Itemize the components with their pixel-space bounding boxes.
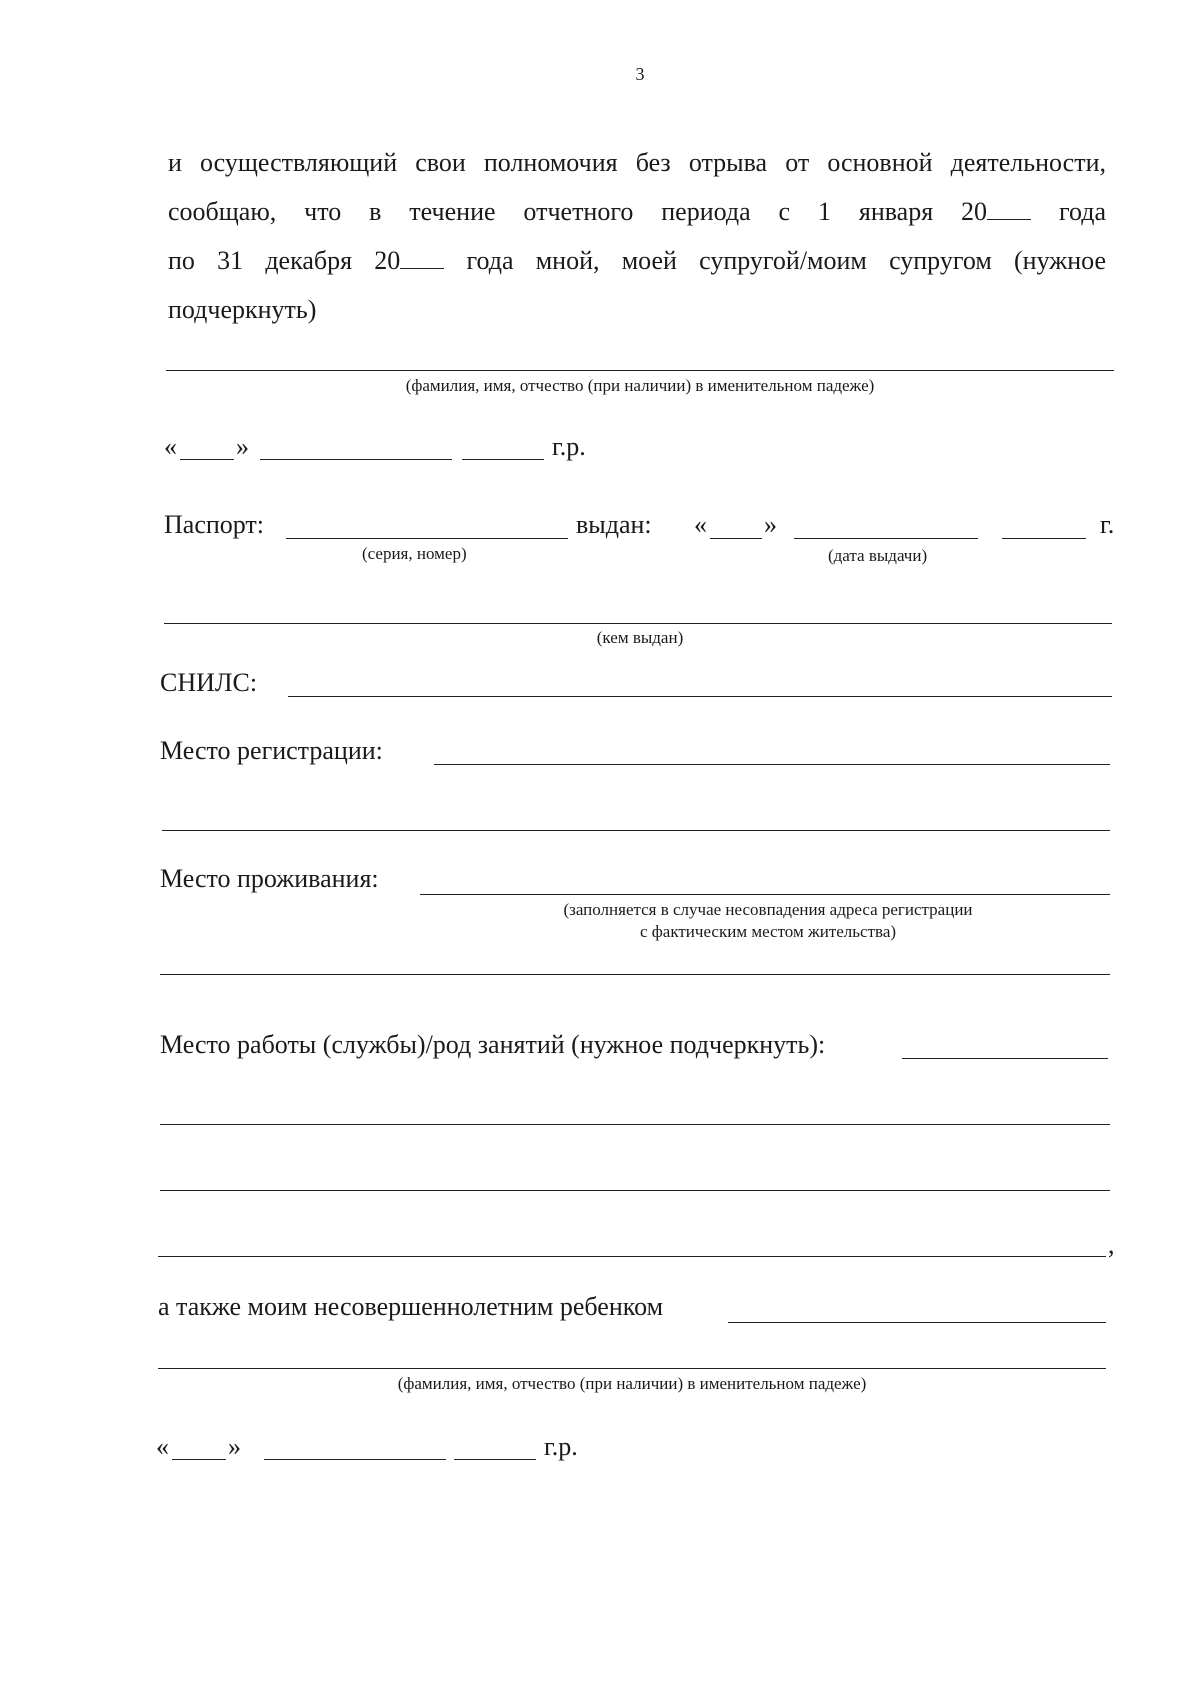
passport-year-field[interactable] <box>1002 538 1086 539</box>
child-label: а также моим несовершеннолетним ребенком <box>158 1292 664 1321</box>
intro-line-2-text: сообщаю, что в течение отчетного периода с 1 января 20 <box>168 197 988 226</box>
intro-line-4: подчеркнуть) <box>168 295 317 324</box>
birth-month-field[interactable] <box>260 459 452 460</box>
passport-year-suffix: г. <box>1100 510 1115 539</box>
workplace-field-line-3[interactable] <box>160 1190 1110 1191</box>
child-field[interactable] <box>728 1322 1106 1323</box>
registration-field[interactable] <box>434 764 1110 765</box>
start-year-blank[interactable] <box>987 201 1031 220</box>
intro-line-3-text: по 31 декабря 20 <box>168 246 401 275</box>
residence-field[interactable] <box>420 894 1110 895</box>
workplace-label: Место работы (службы)/род занятий (нужное подчеркнуть): <box>160 1030 826 1059</box>
child-fio-caption: (фамилия, имя, отчество (при наличии) в именительном падеже) <box>397 1374 867 1393</box>
child-birth-month-field[interactable] <box>264 1459 446 1460</box>
residence-label: Место проживания: <box>160 864 379 893</box>
intro-line-1: и осуществляющий свои полномочия без отрыва от основной деятельности, <box>168 148 1106 177</box>
child-birth-day-field[interactable] <box>172 1459 226 1460</box>
page-number: 3 <box>635 64 645 84</box>
passport-series-field[interactable] <box>286 538 568 539</box>
workplace-field[interactable] <box>902 1058 1108 1059</box>
birth-year-field[interactable] <box>462 459 544 460</box>
registration-field-line-2[interactable] <box>162 830 1110 831</box>
passport-close-quote: » <box>764 510 777 539</box>
trailing-comma: , <box>1108 1230 1115 1259</box>
passport-issued-label: выдан: <box>576 510 652 539</box>
intro-line-3 <box>168 236 1106 285</box>
child-birth-year-field[interactable] <box>454 1459 536 1460</box>
intro-paragraph <box>168 138 1106 334</box>
birth-suffix: г.р. <box>552 432 586 461</box>
workplace-field-line-2[interactable] <box>160 1124 1110 1125</box>
residence-caption-line-1: (заполняется в случае несовпадения адреса регистрации <box>563 900 973 919</box>
child-birth-open-quote: « <box>156 1432 169 1461</box>
child-fio-field[interactable] <box>158 1368 1106 1369</box>
birth-open-quote: « <box>164 432 177 461</box>
passport-month-field[interactable] <box>794 538 978 539</box>
birth-day-field[interactable] <box>180 459 234 460</box>
residence-field-line-2[interactable] <box>160 974 1110 975</box>
passport-date-caption: (дата выдачи) <box>828 546 928 565</box>
child-birth-suffix: г.р. <box>544 1432 578 1461</box>
passport-issuer-caption: (кем выдан) <box>596 628 684 647</box>
residence-caption-line-2: с фактическим местом жительства) <box>639 922 897 941</box>
child-birth-close-quote: » <box>228 1432 241 1461</box>
intro-line-2 <box>168 187 1106 236</box>
snils-field[interactable] <box>288 696 1112 697</box>
workplace-field-line-4[interactable] <box>158 1256 1106 1257</box>
birth-close-quote: » <box>236 432 249 461</box>
fio-caption: (фамилия, имя, отчество (при наличии) в именительном падеже) <box>405 376 875 395</box>
registration-label: Место регистрации: <box>160 736 383 765</box>
passport-series-caption: (серия, номер) <box>362 544 467 563</box>
intro-line-2-end: года <box>1031 197 1106 226</box>
intro-line-3-end: года мной, моей супругой/моим супругом (нужное <box>444 246 1106 275</box>
snils-label: СНИЛС: <box>160 668 258 697</box>
fio-field[interactable] <box>166 370 1114 371</box>
passport-day-field[interactable] <box>710 538 762 539</box>
passport-label: Паспорт: <box>164 510 265 539</box>
passport-open-quote: « <box>694 510 707 539</box>
end-year-blank[interactable] <box>400 250 444 269</box>
passport-issuer-field[interactable] <box>164 623 1112 624</box>
